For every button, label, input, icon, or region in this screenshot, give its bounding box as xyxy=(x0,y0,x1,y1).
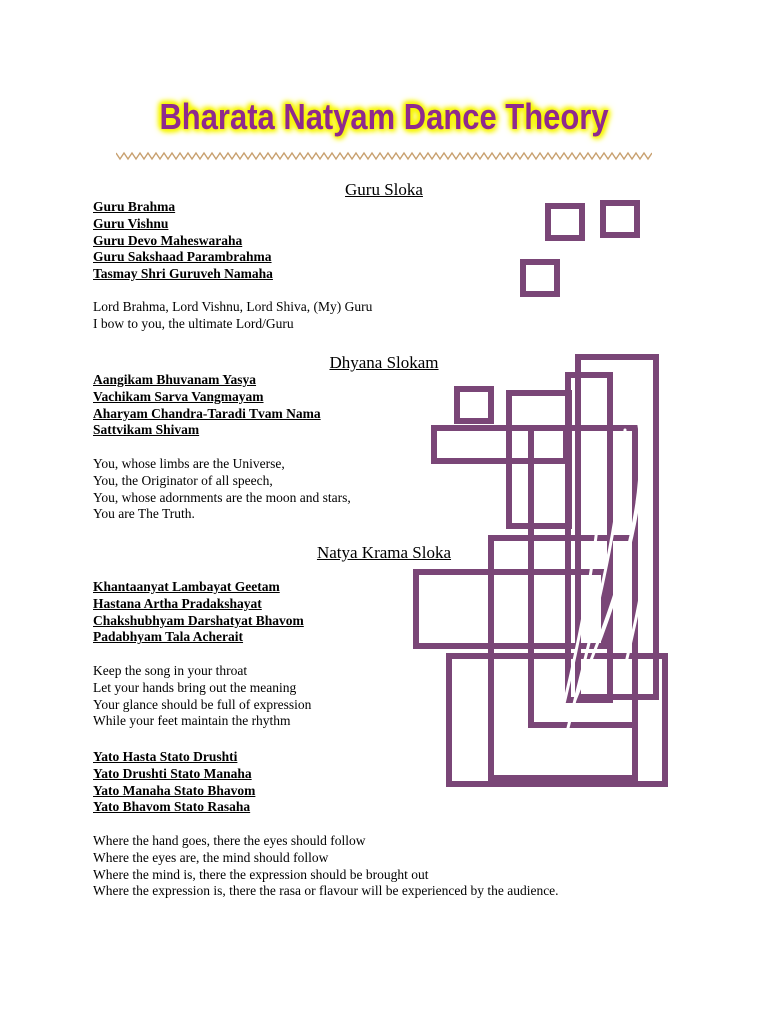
translation-line: Where the expression is, there the rasa or flavour will be experienced by the audience. xyxy=(93,883,559,899)
square-decoration xyxy=(434,428,566,461)
sanskrit-line: Guru Vishnu xyxy=(93,215,169,231)
sanskrit-line: Aangikam Bhuvanam Yasya xyxy=(93,372,257,387)
sanskrit-line: Vachikam Sarva Vangmayam xyxy=(93,388,264,404)
white-brush-stroke xyxy=(565,430,625,740)
translation-line: You are The Truth. xyxy=(93,506,195,522)
sanskrit-line: Chakshubhyam Darshatyat Bhavom xyxy=(93,612,304,628)
section-heading-dhyana-slokam: Dhyana Slokam xyxy=(329,353,439,372)
section-heading-natya-krama-sloka: Natya Krama Sloka xyxy=(316,543,452,562)
translation-line: Where the hand goes, there the eyes should follow xyxy=(93,833,366,848)
translation-line: You, whose adornments are the moon and stars, xyxy=(93,489,351,505)
translation-line: I bow to you, the ultimate Lord/Guru xyxy=(93,315,294,331)
sanskrit-line: Padabhyam Tala Acherait xyxy=(93,629,244,645)
sanskrit-line: Guru Devo Maheswaraha xyxy=(93,232,243,248)
sanskrit-line: Guru Sakshaad Parambrahma xyxy=(93,249,272,265)
square-decoration xyxy=(457,389,491,421)
sanskrit-line: Sattvikam Shivam xyxy=(93,422,200,438)
translation-line: Lord Brahma, Lord Vishnu, Lord Shiva, (My) Guru xyxy=(93,299,373,314)
translation-line: Keep the song in your throat xyxy=(93,663,248,678)
translation-line: Where the mind is, there the expression should be brought out xyxy=(93,866,429,882)
sanskrit-line: Yato Manaha Stato Bhavom xyxy=(93,782,256,798)
sanskrit-line: Guru Brahma xyxy=(93,199,176,214)
sanskrit-line: Hastana Artha Pradakshayat xyxy=(93,595,262,611)
translation-line: Let your hands bring out the meaning xyxy=(93,679,297,695)
guru-sloka-translation xyxy=(93,299,372,333)
dhyana-slokam-translation xyxy=(93,456,351,523)
sanskrit-line: Aharyam Chandra-Taradi Tvam Nama xyxy=(93,405,321,421)
square-decoration xyxy=(523,262,557,294)
square-decoration xyxy=(603,203,637,235)
sanskrit-line: Yato Bhavom Stato Rasaha xyxy=(93,799,251,815)
translation-line: You, whose limbs are the Universe, xyxy=(93,456,285,471)
natya-krama-translation xyxy=(93,663,311,730)
page-title: Bharata Natyam Dance Theory xyxy=(159,96,609,137)
natya-krama-translation-2 xyxy=(93,833,559,900)
guru-sloka-sanskrit xyxy=(93,199,273,283)
translation-line: While your feet maintain the rhythm xyxy=(93,713,291,729)
dhyana-slokam-sanskrit xyxy=(93,372,321,439)
square-decoration xyxy=(548,206,582,238)
sanskrit-line: Yato Hasta Stato Drushti xyxy=(93,749,238,764)
translation-line: Where the eyes are, the mind should follow xyxy=(93,849,329,865)
sanskrit-line: Yato Drushti Stato Manaha xyxy=(93,765,252,781)
section-heading-guru-sloka: Guru Sloka xyxy=(345,180,423,199)
translation-line: You, the Originator of all speech, xyxy=(93,472,273,488)
natya-krama-sanskrit xyxy=(93,579,304,646)
translation-line: Your glance should be full of expression xyxy=(93,696,312,712)
sanskrit-line: Khantaanyat Lambayat Geetam xyxy=(93,579,280,594)
natya-krama-sanskrit-2 xyxy=(93,749,255,816)
sanskrit-line: Tasmay Shri Guruveh Namaha xyxy=(93,266,273,282)
